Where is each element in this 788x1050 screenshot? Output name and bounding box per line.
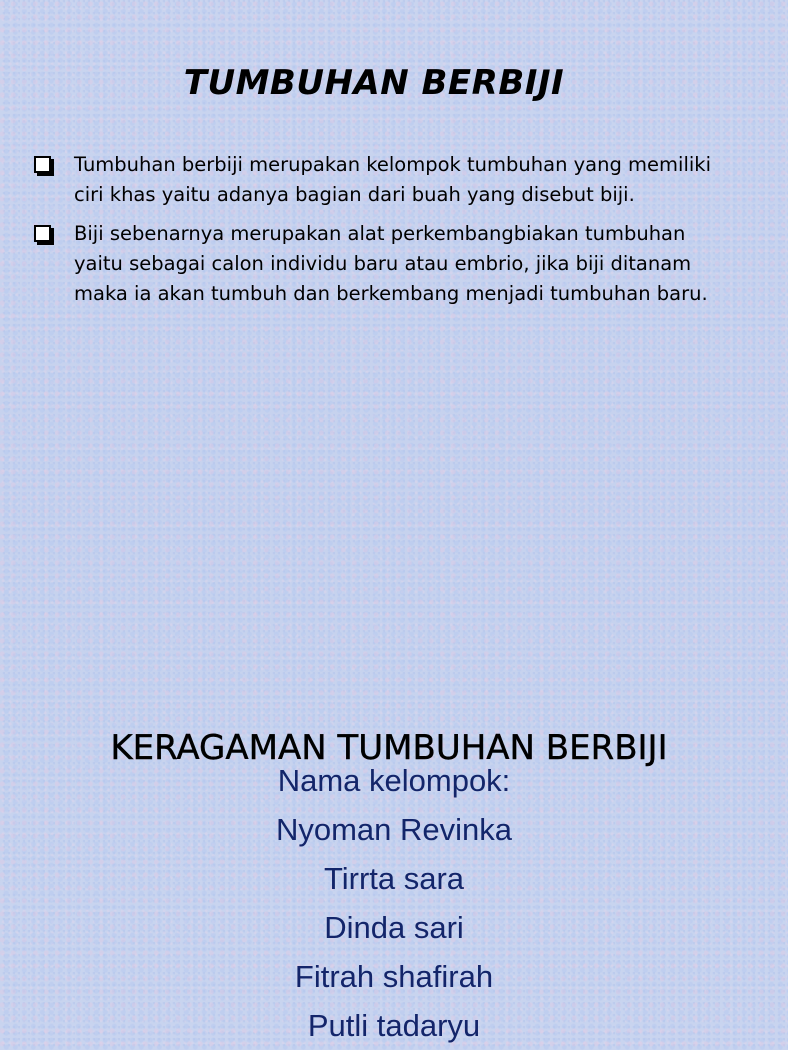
member-name: Putli tadaryu — [307, 1008, 481, 1043]
bullet-item — [30, 150, 730, 210]
member-name: Nyoman Revinka — [275, 812, 513, 847]
member-name: Fitrah shafirah — [294, 959, 494, 994]
bullet-text: Biji sebenarnya merupakan alat perkembangbiakan tumbuhan yaitu sebagai calon individu baru atau embrio, jika biji ditanam maka ia akan tumbuh dan berkembang menjadi tumbuhan baru. — [74, 222, 708, 305]
member-list — [0, 756, 788, 1050]
checkbox-icon — [34, 156, 51, 173]
member-name: Dinda sari — [324, 910, 464, 945]
bullet-list — [30, 150, 730, 318]
slide-tumbuhan-berbiji — [0, 0, 768, 512]
slide-keragaman — [0, 512, 768, 1043]
group-label: Nama kelompok: — [277, 763, 511, 798]
slide-title: TUMBUHAN BERBIJI — [183, 62, 565, 103]
bullet-text: Tumbuhan berbiji merupakan kelompok tumbuhan yang memiliki ciri khas yaitu adanya bagian dari buah yang disebut biji. — [74, 153, 711, 206]
slide-title: KERAGAMAN TUMBUHAN BERBIJI — [110, 728, 668, 769]
checkbox-icon — [34, 225, 51, 242]
member-name: Tirrta sara — [323, 861, 465, 896]
bullet-item — [30, 219, 730, 309]
